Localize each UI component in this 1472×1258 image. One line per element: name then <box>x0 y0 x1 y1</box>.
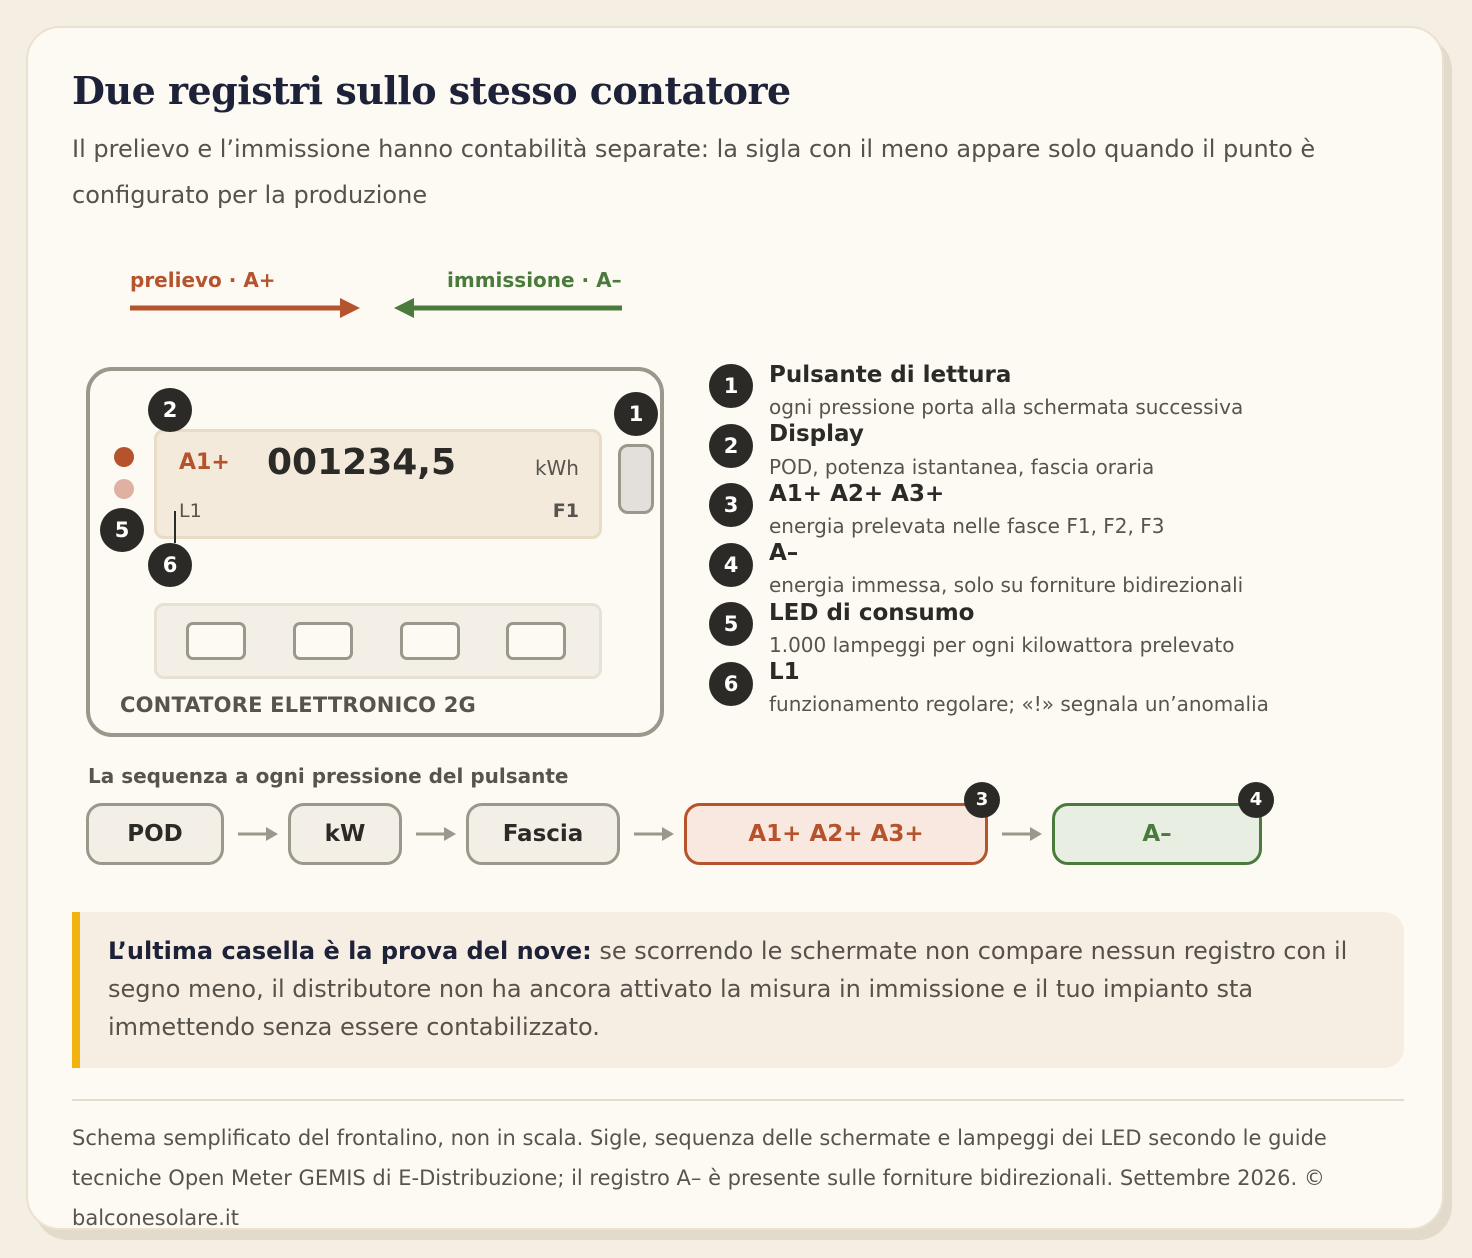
legend-desc: POD, potenza istantanea, fascia oraria <box>769 455 1155 479</box>
display-register: A1+ <box>179 450 230 475</box>
step-kw: kW <box>288 803 402 865</box>
legend-badge: 2 <box>709 424 753 468</box>
legend-title: A1+ A2+ A3+ <box>769 481 945 507</box>
page-subtitle: Il prelievo e l’immissione hanno contabilità separate: la sigla con il meno appare solo quando il punto è configurato per la produzione <box>72 135 1316 209</box>
immissione-label: immissione · A– <box>447 268 622 292</box>
l1-pointer-line <box>174 511 176 543</box>
callout-text: se scorrendo le schermate non compare nessun registro con il segno meno, il distributore non ha ancora attivato la misura in immissione e il tuo impianto sta immettendo senza essere contabilizzato. <box>108 937 1348 1041</box>
immissione-arrow-head <box>394 298 414 318</box>
sequence-title: La sequenza a ogni pressione del pulsante <box>88 764 569 788</box>
legend-desc: ogni pressione porta alla schermata successiva <box>769 395 1244 419</box>
sequence-arrows <box>28 808 1068 858</box>
secondary-led <box>114 479 134 499</box>
meter-label: CONTATORE ELETTRONICO 2G <box>120 693 476 717</box>
legend-desc: energia prelevata nelle fasce F1, F2, F3 <box>769 514 1165 538</box>
display-l1-indicator: L1 <box>179 500 202 522</box>
badge-read-button: 1 <box>614 392 658 436</box>
legend-badge: 4 <box>709 543 753 587</box>
legend-title: Display <box>769 421 864 447</box>
step-a-minus: A– <box>1052 803 1262 865</box>
display-unit: kWh <box>534 456 579 480</box>
callout-lead: L’ultima casella è la prova del nove: <box>108 937 592 965</box>
legend-badge: 1 <box>709 364 753 408</box>
prelievo-arrow-head <box>340 298 360 318</box>
divider <box>72 1099 1404 1101</box>
legend-desc: 1.000 lampeggi per ogni kilowattora prelevato <box>769 633 1235 657</box>
legend-badge: 3 <box>709 483 753 527</box>
page-title: Due registri sullo stesso contatore <box>72 68 791 113</box>
step-a-plus: A1+ A2+ A3+ <box>684 803 988 865</box>
step-fascia: Fascia <box>466 803 620 865</box>
legend-title: LED di consumo <box>769 600 975 626</box>
legend-desc: energia immessa, solo su forniture bidirezionali <box>769 573 1244 597</box>
consumption-led <box>114 447 134 467</box>
badge-led: 5 <box>100 508 144 552</box>
badge-l1: 6 <box>148 543 192 587</box>
keypad-key <box>506 622 566 660</box>
keypad-key <box>293 622 353 660</box>
step-badge: 3 <box>964 782 1000 818</box>
legend-title: L1 <box>769 659 800 685</box>
legend-title: A– <box>769 540 799 566</box>
flow-arrows <box>28 28 668 348</box>
keypad-key <box>186 622 246 660</box>
legend-desc: funzionamento regolare; «!» segnala un’anomalia <box>769 692 1269 716</box>
legend-title: Pulsante di lettura <box>769 362 1012 388</box>
keypad-key <box>400 622 460 660</box>
display-value: 001234,5 <box>267 442 457 483</box>
step-badge: 4 <box>1238 782 1274 818</box>
infographic-card <box>26 26 1444 1230</box>
legend-badge: 5 <box>709 602 753 646</box>
read-button[interactable] <box>618 444 654 514</box>
meter-display <box>154 429 602 539</box>
callout-box <box>72 912 1404 1068</box>
legend-badge: 6 <box>709 662 753 706</box>
footnote: Schema semplificato del frontalino, non in scala. Sigle, sequenza delle schermate e lampeggi dei LED secondo le guide tecniche Open Meter GEMIS di E-Distribuzione; il registro A– è presente sulle forniture bidirezionali. Settembre 2026. © balconesolare.it <box>72 1126 1327 1230</box>
badge-display: 2 <box>148 388 192 432</box>
display-band: F1 <box>552 500 579 522</box>
meter-keypad <box>154 603 602 679</box>
prelievo-label: prelievo · A+ <box>130 268 276 292</box>
step-pod: POD <box>86 803 224 865</box>
